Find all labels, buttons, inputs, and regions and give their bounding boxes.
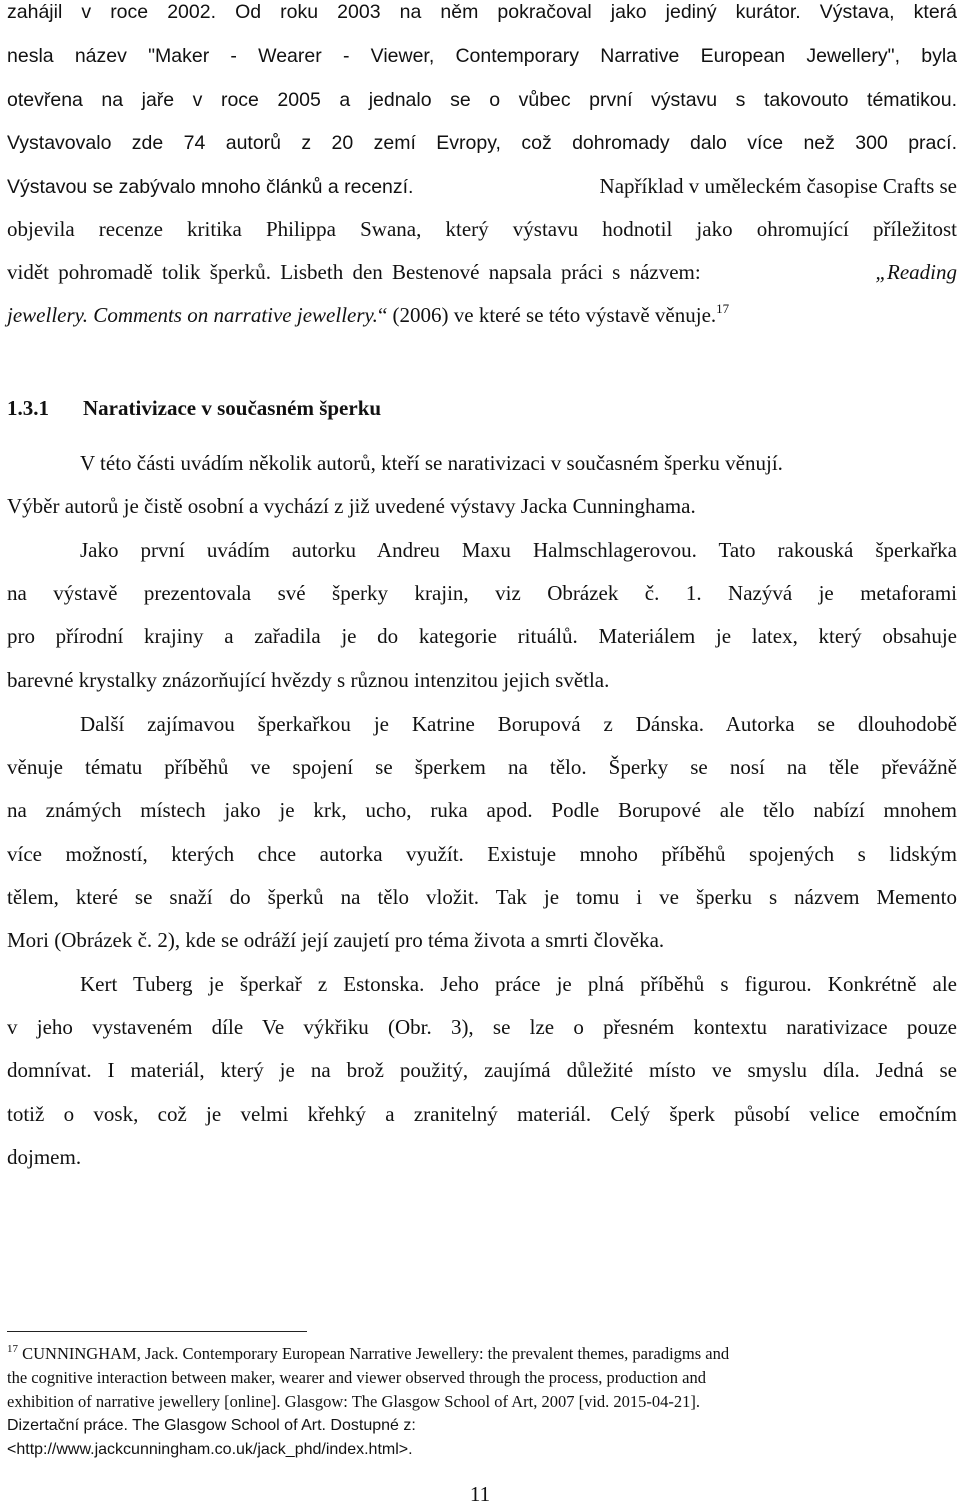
body-line: Jako první uvádím autorku Andreu Maxu Halmschlagerovou. Tato rakouská šperkařka bbox=[80, 538, 957, 562]
body-line-mixed bbox=[7, 174, 957, 199]
body-line: barevné krystalky znázorňující hvězdy s různou intenzitou jejich světla. bbox=[7, 668, 610, 692]
footnote-number: 17 bbox=[7, 1343, 18, 1355]
body-text: Výstavou se zabývalo mnoho článků a recenzí. bbox=[7, 176, 414, 198]
body-line: na známých místech jako je krk, ucho, ruka apod. Podle Borupové ale tělo nabízí mnohem bbox=[7, 798, 957, 822]
body-line: otevřena na jaře v roce 2005 a jednalo se o vůbec první výstavu s takovouto tématikou. bbox=[7, 89, 957, 111]
body-line: dojmem. bbox=[7, 1145, 82, 1169]
body-text: “ (2006) ve které se této výstavě věnuje. bbox=[377, 303, 717, 327]
body-line: V této části uvádím několik autorů, kteří se narativizaci v současném šperku věnují. bbox=[80, 451, 783, 475]
body-line: totiž o vosk, což je velmi křehký a zranitelný materiál. Celý šperk působí velice emočním bbox=[7, 1102, 957, 1126]
italic-title: jewellery. Comments on narrative jewellery. bbox=[7, 303, 378, 327]
body-line-mixed bbox=[7, 303, 957, 327]
body-line: Vystavovalo zde 74 autorů z 20 zemí Evropy, což dohromady dalo více než 300 prací. bbox=[7, 132, 957, 154]
body-line: pro přírodní krajiny a zařadila je do kategorie rituálů. Materiálem je latex, který obsahuje bbox=[7, 624, 957, 648]
footnote-line bbox=[7, 1344, 936, 1364]
page-number: 11 bbox=[469, 1482, 491, 1506]
section-title: Narativizace v současném šperku bbox=[83, 396, 382, 420]
body-line: Další zajímavou šperkařkou je Katrine Borupová z Dánska. Autorka se dlouhodobě bbox=[80, 712, 957, 736]
body-text: vidět pohromadě tolik šperků. Lisbeth den Bestenové napsala práci s názvem: bbox=[7, 260, 701, 284]
footnote-divider bbox=[7, 1331, 307, 1332]
body-line: Výběr autorů je čistě osobní a vychází z již uvedené výstavy Jacka Cunninghama. bbox=[7, 494, 696, 518]
body-line: věnuje tématu příběhů ve spojení se šperkem na tělo. Šperky se nosí na těle převážně bbox=[7, 755, 957, 779]
footnote-line: exhibition of narrative jewellery [online]. Glasgow: The Glasgow School of Art, 2007 [vid. 2015-04-21]. bbox=[7, 1392, 701, 1411]
body-line: Mori (Obrázek č. 2), kde se odráží její zaujetí pro téma života a smrti člověka. bbox=[7, 928, 665, 952]
footnote-line: the cognitive interaction between maker, wearer and viewer observed through the process, production and bbox=[7, 1368, 706, 1387]
footnote-text: CUNNINGHAM, Jack. Contemporary European Narrative Jewellery: the prevalent themes, paradigms and bbox=[22, 1344, 730, 1363]
body-line: více možností, kterých chce autorka využít. Existuje mnoho příběhů spojených s lidským bbox=[7, 842, 957, 866]
body-text: Například v uměleckém časopise Crafts se bbox=[599, 174, 957, 198]
body-line: v jeho vystaveném díle Ve výkřiku (Obr. 3), se lze o přesném kontextu narativizace pouze bbox=[7, 1015, 957, 1039]
body-line-mixed bbox=[7, 260, 957, 284]
section-number: 1.3.1 bbox=[7, 396, 49, 420]
body-line: objevila recenze kritika Philippa Swana, který výstavu hodnotil jako ohromující příležitost bbox=[7, 217, 957, 241]
footnote-link[interactable]: <http://www.jackcunningham.co.uk/jack_phd/index.html>. bbox=[7, 1441, 413, 1458]
footnote-marker[interactable]: 17 bbox=[716, 301, 730, 316]
body-line: Kert Tuberg je šperkař z Estonska. Jeho práce je plná příběhů s figurou. Konkrétně ale bbox=[80, 972, 957, 996]
footnote-line: Dizertační práce. The Glasgow School of Art. Dostupné z: bbox=[7, 1417, 416, 1434]
body-line: na výstavě prezentovala své šperky krajin, viz Obrázek č. 1. Nazývá je metaforami bbox=[7, 581, 957, 605]
italic-title-start: „Reading bbox=[875, 260, 957, 284]
section-heading bbox=[7, 396, 381, 421]
body-line: zahájil v roce 2002. Od roku 2003 na něm pokračoval jako jediný kurátor. Výstava, která bbox=[7, 1, 957, 23]
body-line: nesla název "Maker - Wearer - Viewer, Contemporary Narrative European Jewellery", byla bbox=[7, 45, 957, 67]
body-line: domnívat. I materiál, který je na brož použitý, zaujímá důležité místo ve smyslu díla. Jedná se bbox=[7, 1058, 957, 1082]
body-line: tělem, které se snaží do šperků na tělo vložit. Tak je tomu i ve šperku s názvem Memento bbox=[7, 885, 957, 909]
